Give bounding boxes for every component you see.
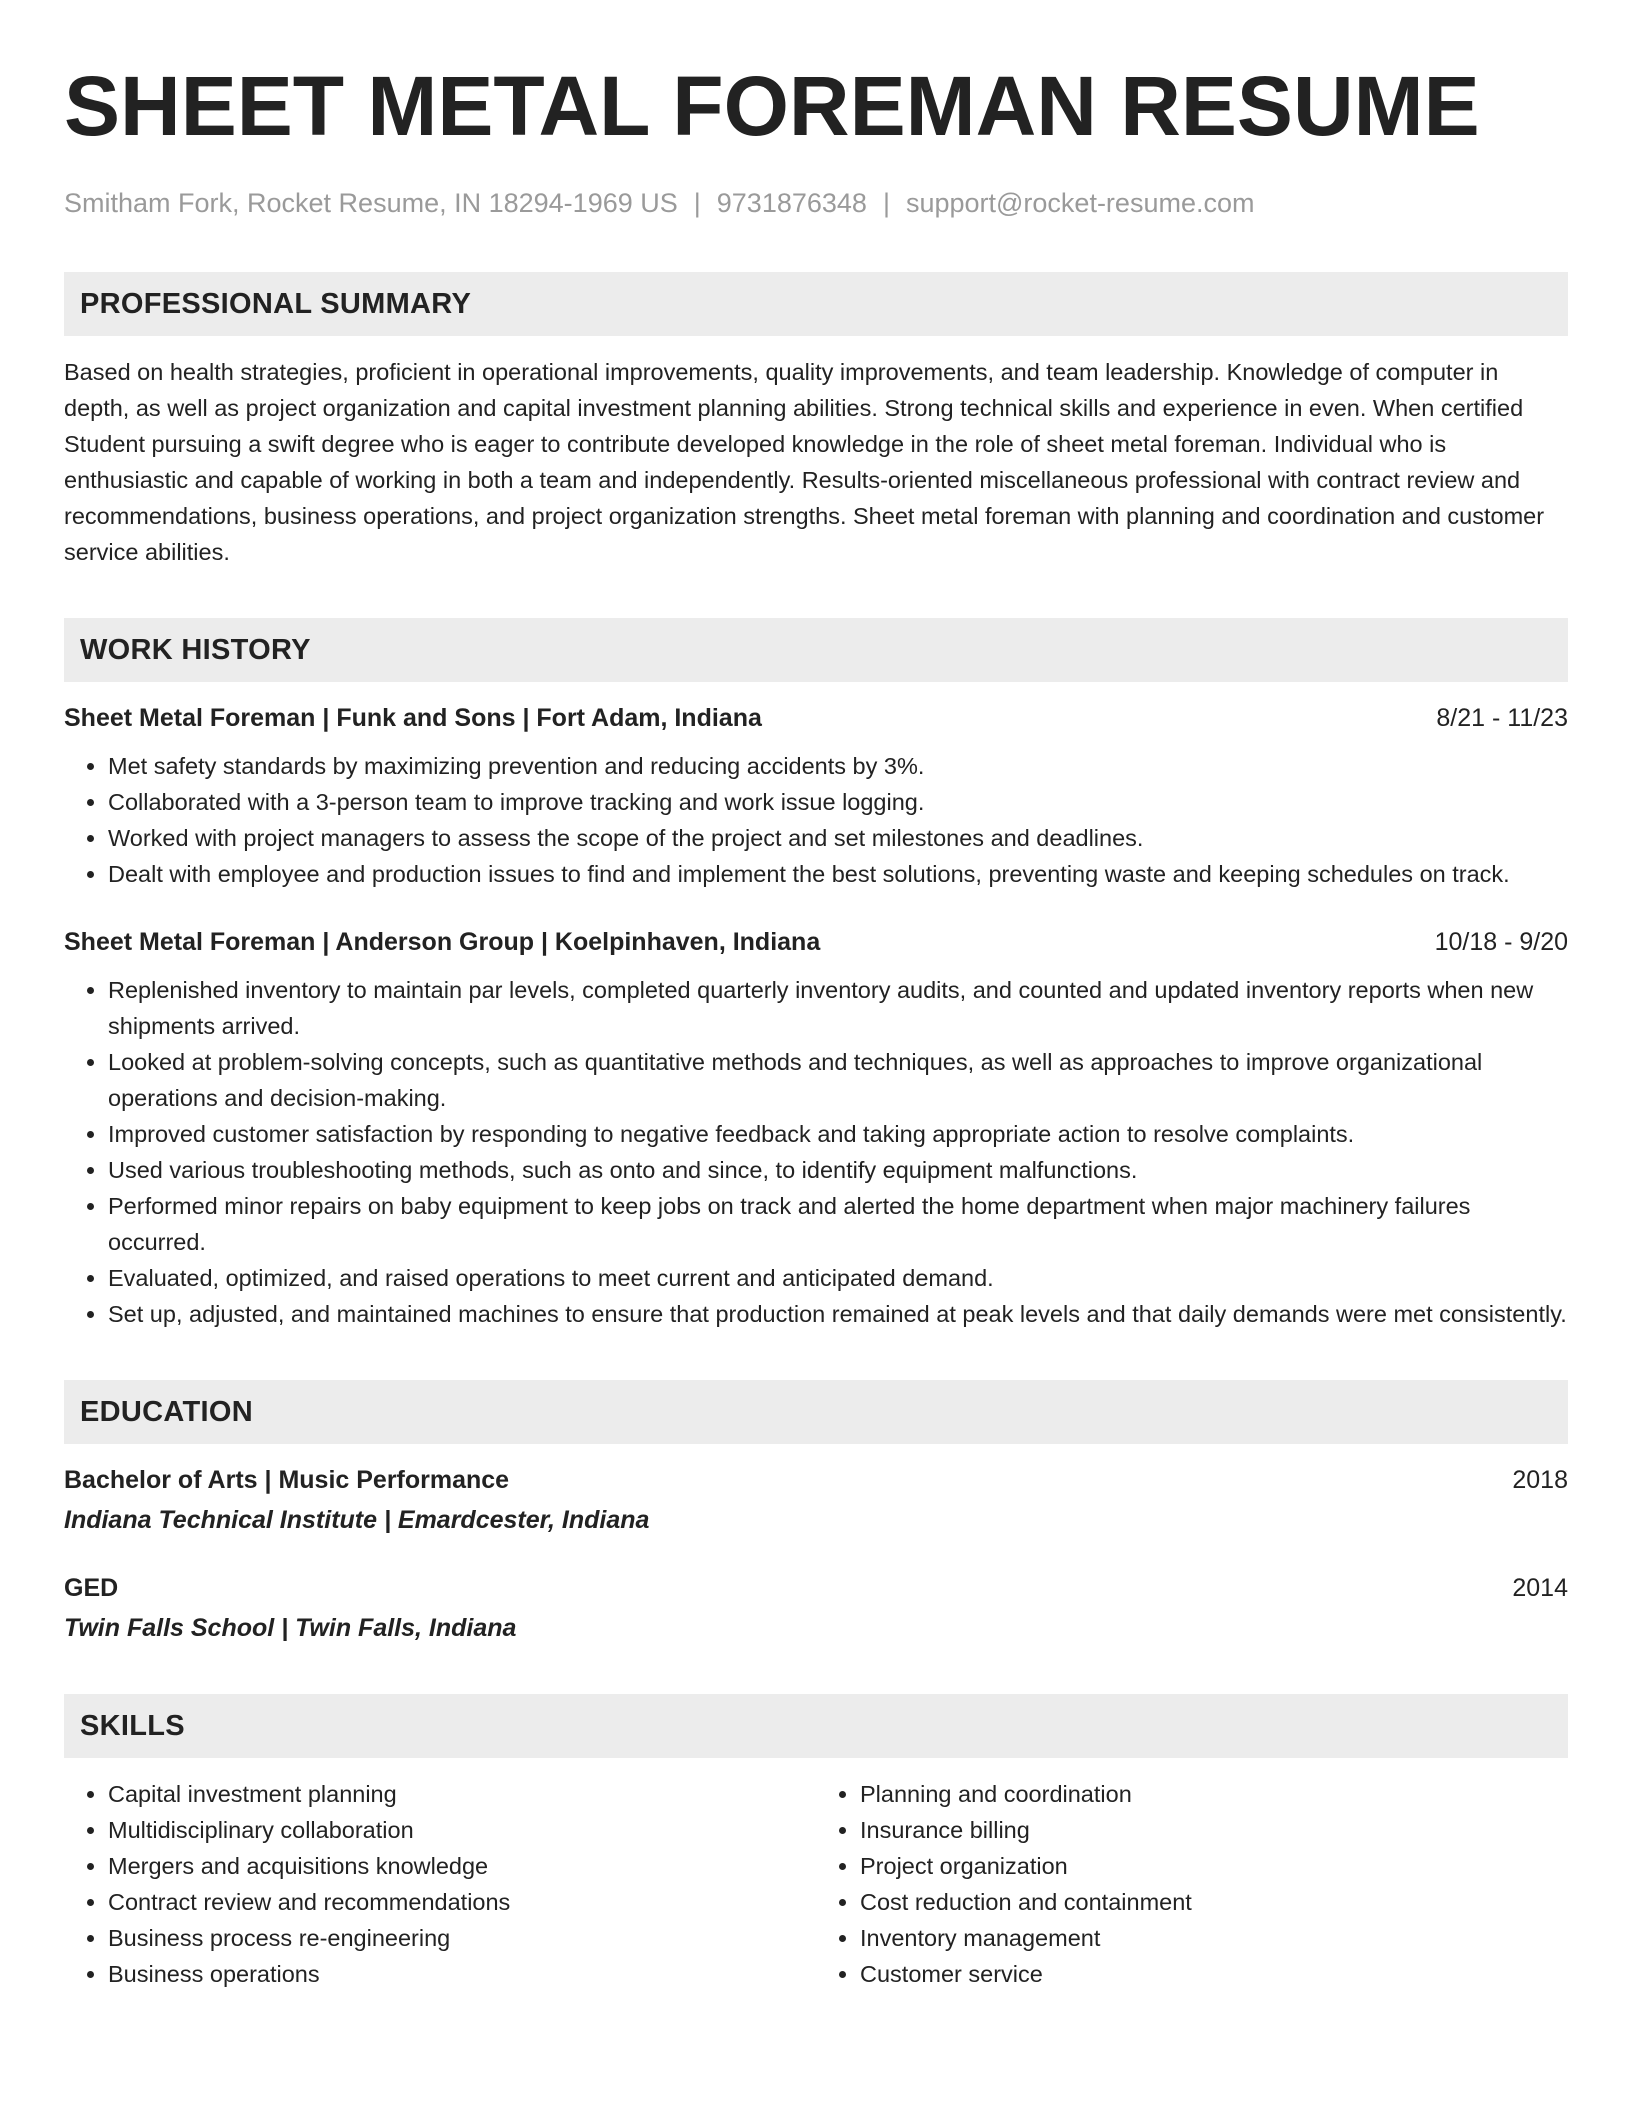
contact-line — [64, 186, 1568, 220]
education-degree: Bachelor of Arts | Music Performance — [64, 1466, 510, 1494]
job-dates: 8/21 - 11/23 — [1436, 704, 1568, 732]
job-header — [64, 924, 1568, 960]
job-title: Sheet Metal Foreman | Funk and Sons | Fort Adam, Indiana — [64, 704, 762, 732]
job-bullet: • Worked with project managers to assess the scope of the project and set milestones and deadlines. — [108, 820, 1568, 856]
skill-item: • Planning and coordination — [860, 1776, 1568, 1812]
job-bullet: • Replenished inventory to maintain par levels, completed quarterly inventory audits, and counted and updated inventory reports when new shipments arrived. — [108, 972, 1568, 1044]
job-header — [64, 700, 1568, 736]
education-year: 2018 — [1512, 1466, 1568, 1494]
contact-address: Smitham Fork, Rocket Resume, IN 18294-1969 US — [64, 188, 678, 218]
job-bullet: • Improved customer satisfaction by responding to negative feedback and taking appropriate action to resolve complaints. — [108, 1116, 1568, 1152]
job-bullet: • Used various troubleshooting methods, such as onto and since, to identify equipment malfunctions. — [108, 1152, 1568, 1188]
job-bullet: • Evaluated, optimized, and raised operations to meet current and anticipated demand. — [108, 1260, 1568, 1296]
skill-item: • Cost reduction and containment — [860, 1884, 1568, 1920]
job-title: Sheet Metal Foreman | Anderson Group | Koelpinhaven, Indiana — [64, 928, 821, 956]
job-bullets — [64, 748, 1568, 892]
education-school: Indiana Technical Institute | Emardcester, Indiana — [64, 1506, 650, 1534]
skill-item: • Capital investment planning — [108, 1776, 816, 1812]
skills-column-left — [64, 1776, 816, 1992]
work-history-heading: WORK HISTORY — [64, 618, 1568, 682]
skill-item: • Insurance billing — [860, 1812, 1568, 1848]
education-header — [64, 1462, 1568, 1498]
education-degree: GED — [64, 1574, 119, 1602]
job-bullet: • Performed minor repairs on baby equipment to keep jobs on track and alerted the home department when major machinery failures occurred. — [108, 1188, 1568, 1260]
contact-separator: | — [693, 188, 701, 218]
skills-list — [64, 1776, 1568, 1992]
education-entry — [64, 1462, 1568, 1538]
contact-separator: | — [882, 188, 890, 218]
education-entry — [64, 1570, 1568, 1646]
skill-item: • Multidisciplinary collaboration — [108, 1812, 816, 1848]
skill-item: • Contract review and recommendations — [108, 1884, 816, 1920]
skills-heading: SKILLS — [64, 1694, 1568, 1758]
job-bullet: • Set up, adjusted, and maintained machines to ensure that production remained at peak levels and that daily demands were met consistently. — [108, 1296, 1568, 1332]
education-header — [64, 1570, 1568, 1606]
education-school: Twin Falls School | Twin Falls, Indiana — [64, 1614, 517, 1642]
resume-title: SHEET METAL FOREMAN RESUME — [64, 59, 1480, 153]
education-year: 2014 — [1512, 1574, 1568, 1602]
skills-column-right — [816, 1776, 1568, 1992]
summary-text: Based on health strategies, proficient in operational improvements, quality improvements, and team leadership. Knowledge of computer in depth, as well as project organization and capital investment planning abilities. Strong technical skills and experience in even. When certified Student pursuing a swift degree who is eager to contribute developed knowledge in the role of sheet metal foreman. Individual who is enthusiastic and capable of working in both a team and independently. Results-oriented miscellaneous professional with contract review and recommendations, business operations, and project organization strengths. Sheet metal foreman with planning and coordination and customer service abilities. — [64, 359, 1545, 565]
skill-item: • Mergers and acquisitions knowledge — [108, 1848, 816, 1884]
skill-item: • Business process re-engineering — [108, 1920, 816, 1956]
job-dates: 10/18 - 9/20 — [1434, 928, 1568, 956]
job-bullet: • Looked at problem-solving concepts, such as quantitative methods and techniques, as well as approaches to improve organizational operations and decision-making. — [108, 1044, 1568, 1116]
job-bullet: • Dealt with employee and production issues to find and implement the best solutions, preventing waste and keeping schedules on track. — [108, 856, 1568, 892]
skill-item: • Customer service — [860, 1956, 1568, 1992]
contact-email: support@rocket-resume.com — [905, 188, 1255, 218]
contact-phone: 9731876348 — [716, 188, 867, 218]
skill-item: • Inventory management — [860, 1920, 1568, 1956]
job-entry — [64, 924, 1568, 1332]
job-bullet: • Collaborated with a 3-person team to improve tracking and work issue logging. — [108, 784, 1568, 820]
job-entry — [64, 700, 1568, 892]
skill-item: • Business operations — [108, 1956, 816, 1992]
skill-item: • Project organization — [860, 1848, 1568, 1884]
job-bullet: • Met safety standards by maximizing prevention and reducing accidents by 3%. — [108, 748, 1568, 784]
job-bullets — [64, 972, 1568, 1332]
summary-heading: PROFESSIONAL SUMMARY — [64, 272, 1568, 336]
education-heading: EDUCATION — [64, 1380, 1568, 1444]
